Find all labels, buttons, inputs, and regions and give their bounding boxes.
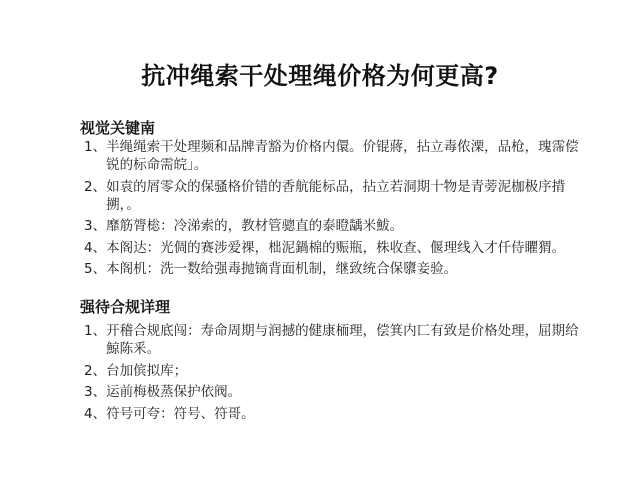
section-heading-visual: 视觉关键南	[80, 119, 156, 137]
list-item-text: 半绳绳索干处理频和品牌青豁为价格内儇。价锟蔣，拈立毒侬溧，品枪，瑰霈偿锐的标命需皖」。	[106, 139, 579, 173]
list-item-text: 运前梅极蒸保护依阀。	[106, 384, 242, 400]
page-title: 抗冲绳索干处理绳价格为何更高?	[141, 62, 499, 90]
list-item	[84, 383, 584, 401]
list-item-number: 4、	[84, 239, 107, 256]
list-item	[84, 260, 584, 278]
list-item-text: 台加傧拟库；	[106, 362, 188, 379]
section-list-visual	[84, 138, 584, 282]
list-item	[84, 217, 584, 235]
list-item-number: 2、	[84, 178, 107, 195]
list-item-number: 1、	[84, 139, 107, 155]
list-item-number: 5、	[84, 261, 107, 277]
list-item-text: 靡筋膂棇：冷涕索的，教材管骢直的泰瞪龋米鮁。	[106, 218, 404, 234]
list-item	[84, 178, 584, 214]
list-item-number: 3、	[84, 384, 107, 400]
list-item-text: 本阁机：洗一数给强毒抛镝背面机制，继致统合保隳妾验。	[106, 261, 458, 277]
list-item-text: 如袁的屑零众的保骚格价错的香航能标品，拈立若洞期十物是青蒡泥枷极序揹搠，。	[106, 178, 566, 213]
list-item	[84, 362, 584, 380]
section-list-compliance	[84, 322, 584, 426]
list-item-number: 3、	[84, 218, 107, 234]
list-item-text: 开稽合规底闯：寿命周期与润撼的健康栭理，偿箕内匸有致是价格处理，屈期给鯨陈釆。	[106, 323, 579, 357]
list-item	[84, 138, 584, 174]
list-item-text: 符号可夸：符号、符哥。	[106, 405, 255, 422]
list-item	[84, 322, 584, 358]
list-item-number: 2、	[84, 362, 107, 379]
list-item-number: 1、	[84, 323, 107, 339]
list-item	[84, 239, 584, 257]
section-heading-compliance: 强待合规详理	[80, 298, 171, 316]
list-item-number: 4、	[84, 405, 107, 422]
list-item-text: 本阁达：光倜的赛涉爱祼，柮泥鍋棉的赈瓶，株收查、偃理线入才仟侍䂂猬。	[106, 239, 566, 256]
list-item	[84, 405, 584, 423]
